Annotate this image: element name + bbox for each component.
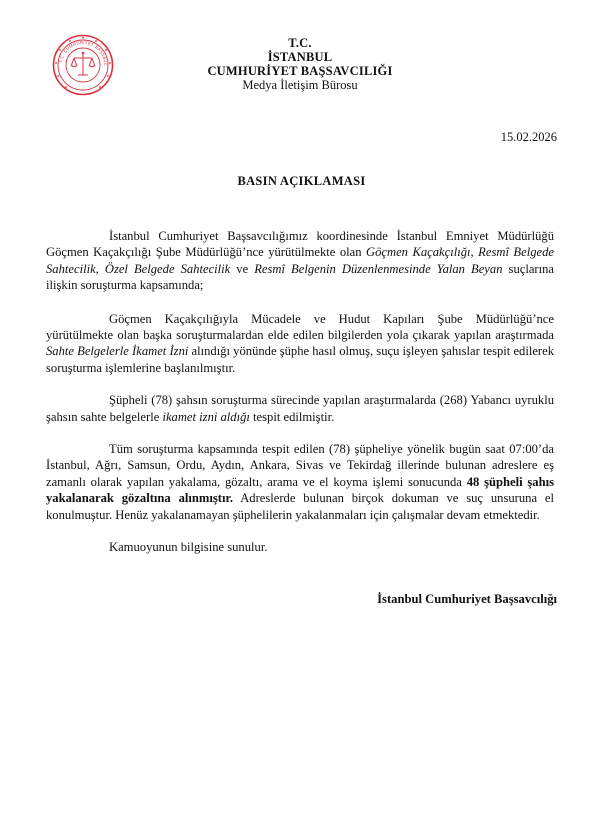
header-institution: CUMHURİYET BAŞSAVCILIĞI bbox=[207, 64, 393, 78]
paragraph-5: Kamuoyunun bilgisine sunulur. bbox=[109, 540, 268, 555]
header-city: İSTANBUL bbox=[267, 50, 333, 64]
paragraph-4-text-b: Adreslerde bulunan birçok dokuman ve suç unsuruna el konulmuştur. Henüz yakalanamayan şüphelilerin yakalanmaları için çalışmalar devam etmektedir. bbox=[46, 491, 554, 522]
paragraph-3-text-a: Şüpheli (78) şahsın soruşturma sürecinde yapılan araştırmalarda (268) Yabancı uyruklu şahsın sahte belgelerle bbox=[46, 393, 554, 424]
paragraph-1 bbox=[46, 228, 554, 294]
signature: İstanbul Cumhuriyet Başsavcılığı bbox=[377, 592, 557, 606]
header-office: Medya İletişim Bürosu bbox=[242, 78, 358, 92]
paragraph-1-text-c: suçlarına ilişkin soruşturma kapsamında; bbox=[46, 261, 555, 293]
paragraph-2-text-a: Göçmen Kaçakçılığıyla Mücadele ve Hudut Kapıları Şube Müdürlüğü’nce yürütülmekte olan başka soruşturmalardan elde edilen bilgilerden yola çıkarak yapılan araştırmada bbox=[46, 311, 554, 343]
paragraph-1-italic-b: Resmî Belgenin Düzenlenmesinde Yalan Beyan bbox=[254, 261, 503, 276]
prosecutor-seal-logo bbox=[52, 34, 114, 96]
paragraph-1-text-b: ve bbox=[230, 261, 255, 276]
header-tc: T.C. bbox=[288, 36, 312, 50]
paragraph-4 bbox=[46, 441, 554, 523]
svg-text:T.C. CUMHURİYET BAŞSAVCILIĞI: T.C. CUMHURİYET BAŞSAVC bbox=[58, 39, 109, 67]
letterhead bbox=[200, 36, 400, 92]
document-body bbox=[46, 228, 554, 572]
paragraph-4-text-a: Tüm soruşturma kapsamında tespit edilen (78) şüpheliye yönelik bugün saat 07:00’da İstanbul, Ağrı, Samsun, Ordu, Aydın, Ankara, Sivas ve Tekirdağ illerinde bulunan adreslere eş zamanlı olarak yapılan yakalama, gözaltı, arama ve el koyma işlemi sonucunda bbox=[46, 442, 554, 489]
paragraph-3-text-b: tespit edilmiştir. bbox=[249, 409, 335, 424]
paragraph-4-bold: 48 şüpheli şahıs yakalanarak gözaltına alınmıştır. bbox=[46, 474, 555, 506]
document-date: 15.02.2026 bbox=[500, 130, 557, 144]
paragraph-3-italic: ikamet izni aldığı bbox=[162, 409, 250, 424]
paragraph-2 bbox=[46, 311, 554, 377]
paragraph-2-italic: Sahte Belgelerle İkamet İzni bbox=[46, 344, 189, 359]
document-title: BASIN AÇIKLAMASI bbox=[237, 174, 366, 188]
paragraph-3 bbox=[46, 392, 554, 425]
paragraph-1-text-a: İstanbul Cumhuriyet Başsavcılığımız koordinesinde İstanbul Emniyet Müdürlüğü Göçmen Kaçakçılığı Şube Müdürlüğü’nce yürütülmekte olan bbox=[46, 229, 554, 260]
paragraph-1-italic-a: Göçmen Kaçakçılığı, Resmî Belgede Sahtecilik, Özel Belgede Sahtecilik bbox=[46, 245, 554, 276]
paragraph-2-text-b: alındığı yönünde şüphe hasıl olmuş, suçu işleyen şahıslar tespit edilerek soruşturma işlemlerine başlanılmıştır. bbox=[46, 344, 554, 375]
